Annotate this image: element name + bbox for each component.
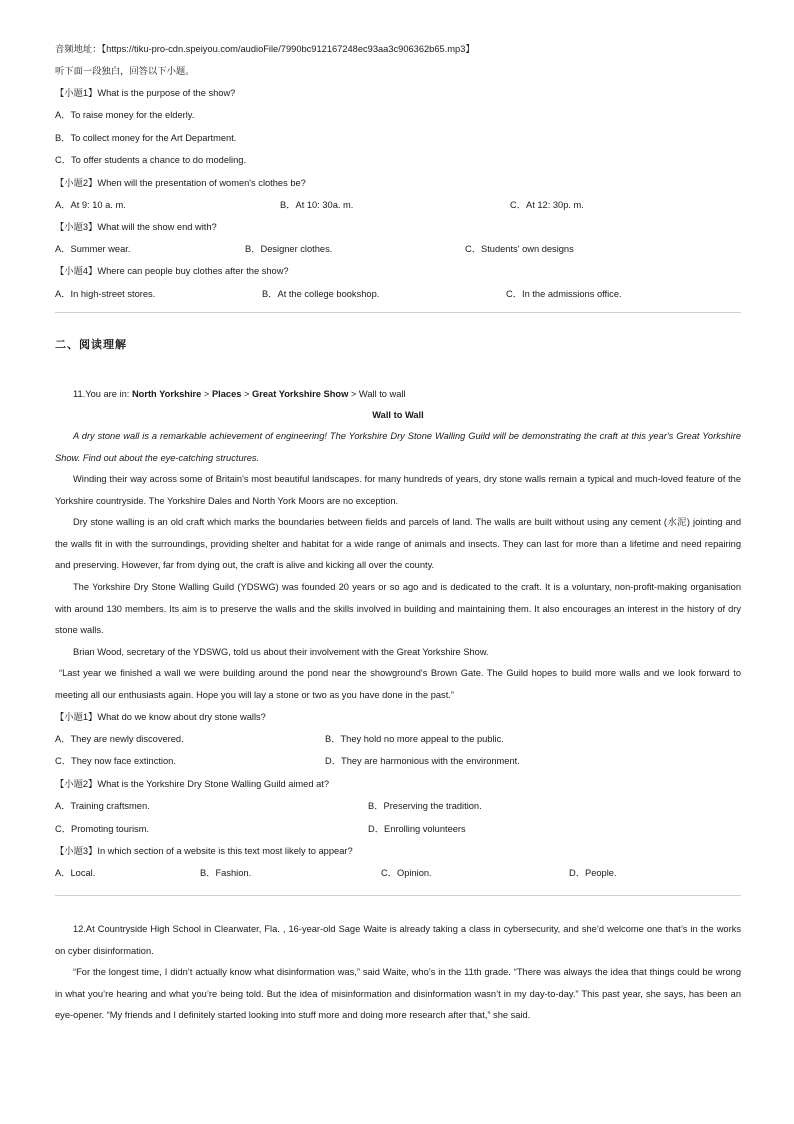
- listening-q1-option-c: C．To offer students a chance to do modeling.: [55, 155, 247, 165]
- listening-q4-option-a: A．In high-street stores.: [55, 289, 156, 299]
- listening-q4-option-b: B．At the college bookshop.: [262, 289, 380, 299]
- listening-q3-stem: 【小题3】What will the show end with?: [55, 222, 217, 232]
- article-title: Wall to Wall: [372, 410, 424, 420]
- listening-q4-option-c: C．In the admissions office.: [506, 289, 622, 299]
- reading-q3-option-d: D．People.: [569, 868, 617, 878]
- divider: [55, 895, 741, 896]
- breadcrumb: [73, 388, 406, 400]
- breadcrumb-great-yorkshire-show: Great Yorkshire Show: [252, 389, 349, 399]
- audio-label: 音频地址：: [55, 44, 102, 54]
- section-heading-reading: 二、阅读理解: [55, 338, 127, 351]
- reading-q1-stem: 【小题1】What do we know about dry stone walls?: [55, 712, 266, 722]
- reading-q2-option-c: C．Promoting tourism.: [55, 824, 150, 834]
- listening-instruction: 听下面一段独白，回答以下小题。: [55, 66, 195, 76]
- listening-q1-option-a: A．To raise money for the elderly.: [55, 110, 195, 120]
- reading-q1-option-a: A．They are newly discovered.: [55, 734, 184, 744]
- reading-q3-option-c: C．Opinion.: [381, 868, 432, 878]
- article-intro: A dry stone wall is a remarkable achievement of engineering! The Yorkshire Dry Stone Walling Guild will be demonstrating the craft at this year's Great Yorkshire Show. Find out about the eye-catching structures.: [55, 431, 741, 463]
- divider: [55, 312, 741, 313]
- reading-q2-option-d: D．Enrolling volunteers: [368, 824, 466, 834]
- breadcrumb-north-yorkshire: North Yorkshire: [131, 389, 202, 399]
- listening-q2-option-b: B．At 10: 30a. m.: [280, 200, 354, 210]
- listening-q3-option-c: C．Students' own designs: [465, 244, 574, 254]
- reading-q3-option-b: B．Fashion.: [200, 868, 252, 878]
- article-12-paragraph-2: “For the longest time, I didn’t actually know what disinformation was,” said Waite, who’s in the 11th grade. “There was always the idea that things could be wrong in what you’re hearing and what you’re being told. But the idea of misinformation and disinformation wasn’t in my day-to-day.” This past year, she says, has been an eye-opener. “My friends and I definitely started looking into stuff more and doing more research after that,” she said.: [55, 967, 741, 1021]
- listening-q3-option-a: A．Summer wear.: [55, 244, 131, 254]
- reading-q1-option-c: C．They now face extinction.: [55, 756, 176, 766]
- listening-q1-stem: 【小题1】What is the purpose of the show?: [55, 88, 236, 98]
- reading-q1-option-b: B．They hold no more appeal to the public.: [325, 734, 504, 744]
- article-paragraph-5: “Last year we finished a wall we were building around the pond near the showground's Brown Gate. The Guild hopes to build more walls and we look forward to meeting all our enthusiasts again. Hope you will lay a stone or two as you have done in the past.”: [55, 668, 741, 700]
- article-paragraph-1: Winding their way across some of Britain's most beautiful landscapes. for many hundreds of years, dry stone walls remain a typical and much-loved feature of the Yorkshire countryside. The Yorkshire Dales and North York Moors are no exception.: [55, 474, 741, 506]
- reading-q2-option-a: A．Training craftsmen.: [55, 801, 150, 811]
- listening-q2-stem: 【小题2】When will the presentation of women's clothes be?: [55, 178, 306, 188]
- reading-q3-option-a: A．Local.: [55, 868, 96, 878]
- article-paragraph-4: Brian Wood, secretary of the YDSWG, told us about their involvement with the Great Yorkshire Show.: [73, 647, 489, 657]
- listening-q2-option-a: A．At 9: 10 a. m.: [55, 200, 126, 210]
- breadcrumb-places: Places: [211, 389, 242, 399]
- reading-q3-stem: 【小题3】In which section of a website is this text most likely to appear?: [55, 846, 353, 856]
- reading-q2-stem: 【小题2】What is the Yorkshire Dry Stone Walling Guild aimed at?: [55, 779, 330, 789]
- reading-q1-option-d: D．They are harmonious with the environment.: [325, 756, 520, 766]
- audio-link-line: [55, 43, 475, 55]
- listening-q3-option-b: B．Designer clothes.: [245, 244, 333, 254]
- breadcrumb-current: > Wall to wall: [348, 389, 406, 399]
- article-paragraph-2: Dry stone walling is an old craft which marks the boundaries between fields and parcels of land. The walls are built without using any cement (水泥) jointing and the walls fit in with the surroundings, providing shelter and habitat for a wide range of animals and insects. They can last for more than a lifetime and need repairing and preserving. However, far from dying out, the craft is alive and kicking all over the county.: [55, 517, 741, 571]
- breadcrumb-separator: >: [201, 389, 212, 399]
- breadcrumb-separator: >: [241, 389, 253, 399]
- audio-url[interactable]: 【https://tiku-pro-cdn.speiyou.com/audioFile/7990bc912167248ec93aa3c906362b65.mp3】: [101, 44, 475, 54]
- listening-q1-option-b: B．To collect money for the Art Department.: [55, 133, 237, 143]
- reading-q2-option-b: B．Preserving the tradition.: [368, 801, 482, 811]
- listening-q4-stem: 【小题4】Where can people buy clothes after the show?: [55, 266, 289, 276]
- question-number-label: 11.You are in:: [73, 389, 132, 399]
- article-paragraph-3: The Yorkshire Dry Stone Walling Guild (YDSWG) was founded 20 years or so ago and is dedicated to the craft. It is a voluntary, non-profit-making organisation with around 130 members. Its aim is to preserve the walls and the skills involved in building and maintaining them. It also encourages an interest in the history of dry stone walls.: [55, 582, 741, 636]
- listening-q2-option-c: C．At 12: 30p. m.: [510, 200, 584, 210]
- article-12-paragraph-1: 12.At Countryside High School in Clearwater, Fla. , 16-year-old Sage Waite is already taking a class in cybersecurity, and she’d welcome one that’s in the works on cyber disinformation.: [55, 924, 741, 956]
